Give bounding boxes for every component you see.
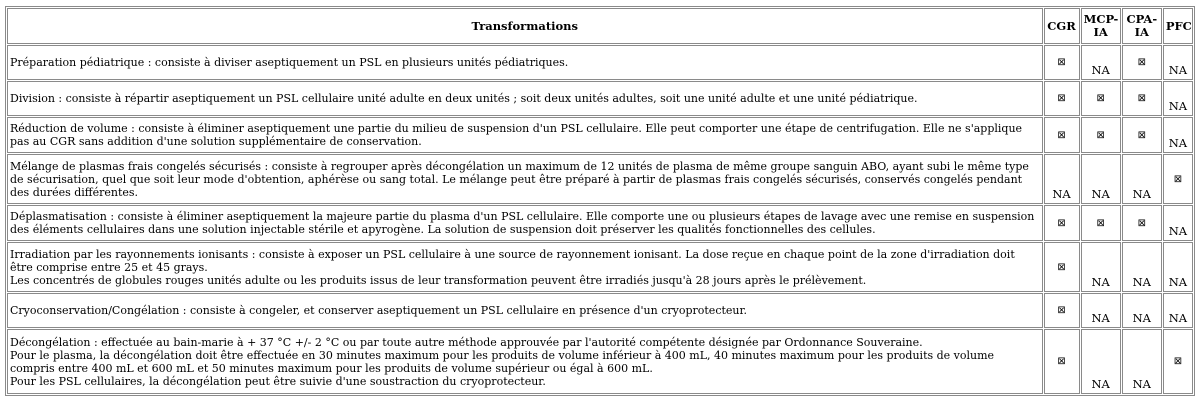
description-line: Préparation pédiatrique : consiste à diviser aseptiquement un PSL en plusieurs unités pédiatriques. xyxy=(10,56,569,69)
description-line: Irradiation par les rayonnements ionisants : consiste à exposer un PSL cellulaire à une source de rayonnement ionisant. La dose reçue en chaque point de la zone d'irradiation doit être comprise entre 25 et 45 grays. xyxy=(10,247,1015,274)
cgr-cell: ⊠ xyxy=(1044,242,1080,292)
mcp-ia-cell: NA xyxy=(1081,242,1121,292)
cpa-ia-cell: ⊠ xyxy=(1122,205,1162,241)
cgr-cell: ⊠ xyxy=(1044,293,1080,328)
table-row xyxy=(7,205,1193,241)
transformation-description xyxy=(7,293,1043,328)
header-cpa-ia: CPA-IA xyxy=(1122,8,1162,44)
cgr-cell: ⊠ xyxy=(1044,205,1080,241)
header-transformations: Transformations xyxy=(7,8,1043,44)
cgr-cell: ⊠ xyxy=(1044,117,1080,153)
transformation-description xyxy=(7,329,1043,394)
header-pfc: PFC xyxy=(1163,8,1193,44)
mcp-ia-cell: NA xyxy=(1081,154,1121,204)
description-line: Pour le plasma, la décongélation doit être effectuée en 30 minutes maximum pour les produits de volume inférieur à 400 mL, 40 minutes maximum pour les produits de volume compris entre 400 mL et 600 mL et 50 minutes maximum pour les produits de volume supérieur ou égal à 600 mL. xyxy=(10,348,995,375)
pfc-cell: NA xyxy=(1163,293,1193,328)
description-line: Mélange de plasmas frais congelés sécurisés : consiste à regrouper après décongélation un maximum de 12 unités de plasma de même groupe sanguin ABO, ayant subi le même type de sécurisation, quel que soit leur mode d'obtention, aphérèse ou sang total. Le mélange peut être préparé à partir de plasmas frais congelés sécurisés, conservés congelés pendant des durées différentes. xyxy=(10,159,1029,199)
pfc-cell: NA xyxy=(1163,45,1193,80)
cpa-ia-cell: ⊠ xyxy=(1122,81,1162,116)
cpa-ia-cell: ⊠ xyxy=(1122,45,1162,80)
transformation-description xyxy=(7,81,1043,116)
table-row xyxy=(7,242,1193,292)
mcp-ia-cell: ⊠ xyxy=(1081,205,1121,241)
description-line: Déplasmatisation : consiste à éliminer aseptiquement la majeure partie du plasma d'un PSL cellulaire. Elle comporte une ou plusieurs étapes de lavage avec une remise en suspension des éléments cellulaires dans une solution injectable stérile et apyrogène. La solution de suspension doit préserver les qualités fonctionnelles des cellules. xyxy=(10,210,1035,236)
description-line: Décongélation : effectuée au bain-marie à + 37 °C +/- 2 °C ou par toute autre méthode approuvée par l'autorité compétente désignée par Ordonnance Souveraine. xyxy=(10,335,923,349)
cpa-ia-cell: NA xyxy=(1122,329,1162,394)
description-line: Les concentrés de globules rouges unités adulte ou les produits issus de leur transformation peuvent être irradiés jusqu'à 28 jours après le prélèvement. xyxy=(10,273,867,287)
cgr-cell: ⊠ xyxy=(1044,45,1080,80)
cpa-ia-cell: NA xyxy=(1122,154,1162,204)
cgr-cell: ⊠ xyxy=(1044,329,1080,394)
transformation-description xyxy=(7,45,1043,80)
mcp-ia-cell: NA xyxy=(1081,329,1121,394)
pfc-cell: NA xyxy=(1163,81,1193,116)
mcp-ia-cell: ⊠ xyxy=(1081,117,1121,153)
description-line: Cryoconservation/Congélation : consiste à congeler, et conserver aseptiquement un PSL cellulaire en présence d'un cryoprotecteur. xyxy=(10,304,748,317)
table-row xyxy=(7,45,1193,80)
table-row xyxy=(7,154,1193,204)
pfc-cell: NA xyxy=(1163,242,1193,292)
pfc-cell: NA xyxy=(1163,117,1193,153)
pfc-cell: ⊠ xyxy=(1163,329,1193,394)
mcp-ia-cell: NA xyxy=(1081,45,1121,80)
description-line: Division : consiste à répartir aseptiquement un PSL cellulaire unité adulte en deux unités ; soit deux unités adultes, soit une unité adulte et une unité pédiatrique. xyxy=(10,92,918,105)
transformation-description xyxy=(7,242,1043,292)
pfc-cell: ⊠ xyxy=(1163,154,1193,204)
pfc-cell: NA xyxy=(1163,205,1193,241)
header-row xyxy=(7,8,1193,44)
table-row xyxy=(7,293,1193,328)
table-row xyxy=(7,81,1193,116)
header-mcp-ia: MCP-IA xyxy=(1081,8,1121,44)
cgr-cell: NA xyxy=(1044,154,1080,204)
table-row xyxy=(7,117,1193,153)
header-cgr: CGR xyxy=(1044,8,1080,44)
transformations-table xyxy=(5,6,1195,396)
transformation-description xyxy=(7,117,1043,153)
description-line: Réduction de volume : consiste à éliminer aseptiquement une partie du milieu de suspension d'un PSL cellulaire. Elle peut comporter une étape de centrifugation. Elle ne s'applique pas au CGR sans addition d'une solution supplémentaire de conservation. xyxy=(10,122,1023,148)
cpa-ia-cell: NA xyxy=(1122,293,1162,328)
transformation-description xyxy=(7,205,1043,241)
table-row xyxy=(7,329,1193,394)
transformation-description xyxy=(7,154,1043,204)
mcp-ia-cell: ⊠ xyxy=(1081,81,1121,116)
description-line: Pour les PSL cellulaires, la décongélation peut être suivie d'une soustraction du cryoprotecteur. xyxy=(10,374,546,388)
cgr-cell: ⊠ xyxy=(1044,81,1080,116)
cpa-ia-cell: NA xyxy=(1122,242,1162,292)
mcp-ia-cell: NA xyxy=(1081,293,1121,328)
cpa-ia-cell: ⊠ xyxy=(1122,117,1162,153)
